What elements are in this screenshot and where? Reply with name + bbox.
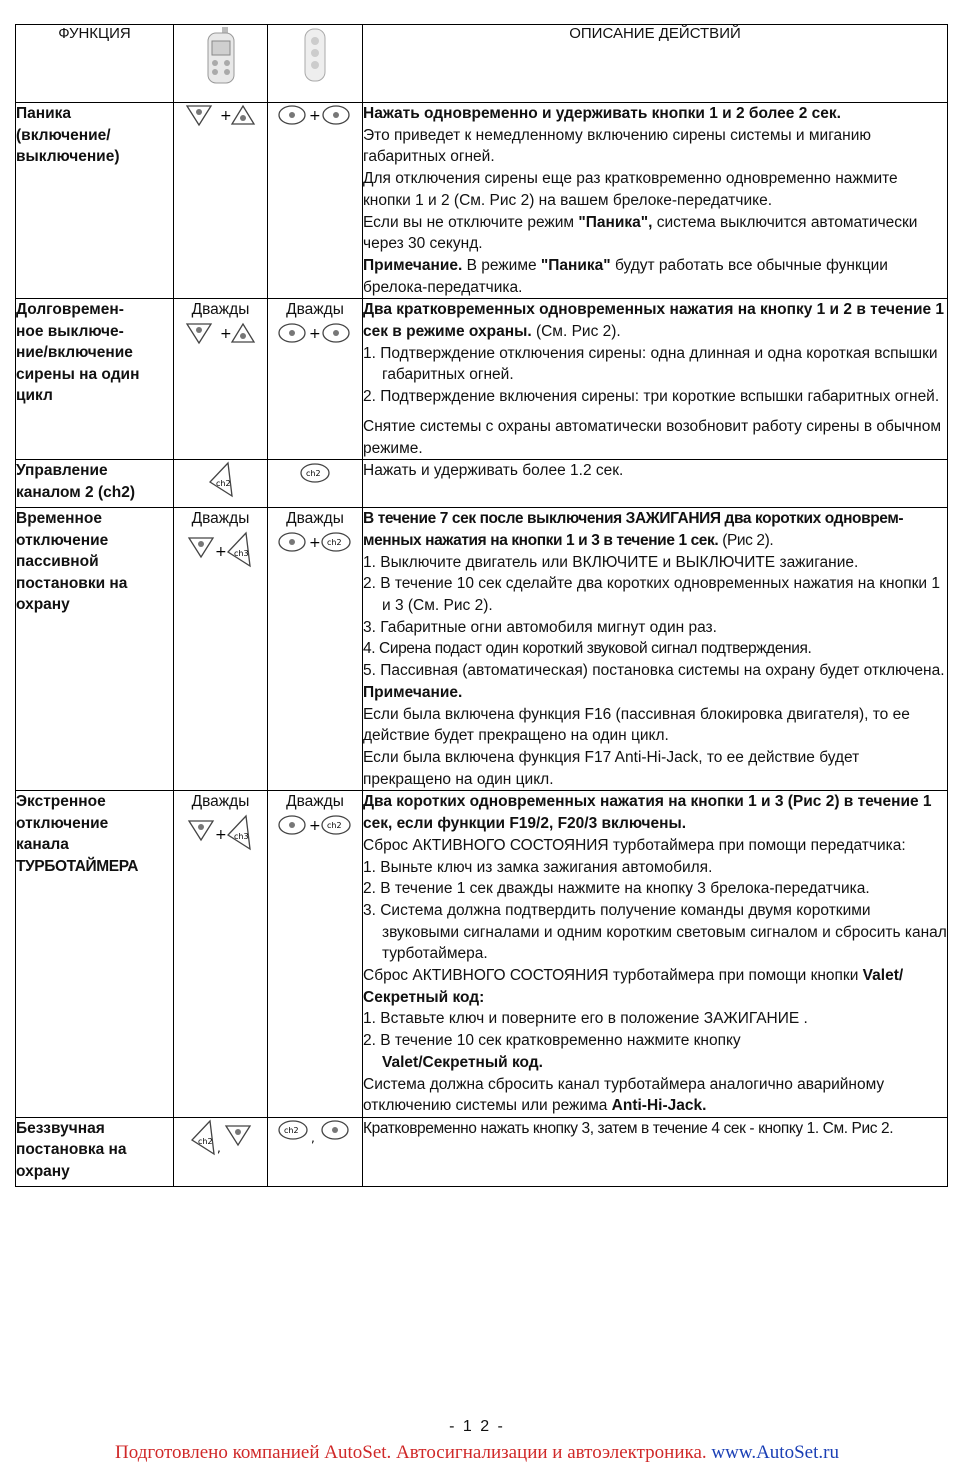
svg-text:ch2: ch2 (197, 1136, 213, 1146)
ch2-then-button-1-icon (277, 1118, 353, 1148)
svg-text:ch2: ch2 (306, 469, 321, 479)
svg-text:ch3: ch3 (233, 832, 249, 842)
table-row (16, 103, 948, 299)
svg-text:ch2: ch2 (215, 479, 231, 489)
table-row (16, 1117, 948, 1187)
svg-text:ch2: ch2 (327, 538, 342, 548)
button-combo-remote-1 (174, 103, 268, 299)
remote-2-header (268, 25, 363, 103)
svg-text:+: + (309, 326, 321, 343)
functions-table (15, 24, 948, 1187)
description: Нажать одновременно и удерживать кнопки 1 и 2 более 2 сек. Это приведет к немедленному включению сирены системы и миганию габаритных огней. Для отключения сирены еще раз кратковременно одновременно нажмите кнопки 1 и 2 (См. Рис 2) на вашем брелоке-передатчике. Если вы не отключите режим "Паника", система выключится автоматически через 30 секунд. Примечание. В режиме "Паника" будут работать все обычные функции брелока-передатчика. (363, 103, 948, 299)
footer-text: Подготовлено компанией AutoSet. Автосигнализации и автоэлектроника. (115, 1442, 712, 1463)
footer-link[interactable]: www.AutoSet.ru (711, 1442, 839, 1463)
button-combo-remote-2: Дважды + ch2 (268, 508, 363, 791)
button-combo-remote-1 (174, 460, 268, 508)
button-1-plus-ch2-icon (186, 530, 256, 570)
button-combo-remote-2: Дважды + ch2 (268, 791, 363, 1118)
svg-text:+: + (214, 544, 227, 561)
function-name: Беззвучная постановка на охрану (16, 1117, 174, 1187)
ch2-button-icon (206, 460, 236, 500)
button-combo-remote-2 (268, 460, 363, 508)
button-combo-remote-1: Дважды + (174, 299, 268, 460)
page-number: - 1 2 - (449, 1418, 505, 1435)
ch2-then-button-1-icon (186, 1118, 256, 1158)
description-column-header: ОПИСАНИЕ ДЕЙСТВИЙ (363, 25, 948, 103)
lcd-remote-icon (204, 25, 238, 85)
description: Два коротких одновременных нажатия на кнопки 1 и 3 (Рис 2) в течение 1 сек, если функции F19/2, F20/3 включены. Сброс АКТИВНОГО СОСТОЯНИЯ турботаймера при помощи передатчика: 1. Выньте ключ из замка зажигания автомобиля. 2. В течение 1 сек дважды нажмите на кнопку 3 брелока-передатчика. 3. Система должна подтвердить получение команды двумя короткими звуковыми сигналами и одним коротким световым сигналом и сбросить канал турботаймера. Сброс АКТИВНОГО СОСТОЯНИЯ турботаймера при помощи кнопки Valet/Секретный код: 1. Вставьте ключ и поверните его в положение ЗАЖИГАНИЕ . 2. В течение 10 сек кратковременно нажмите кнопку Valet/Секретный код. Система должна сбросить канал турботаймера аналогично аварийному отключению системы или режима Anti-Hi-Jack. (363, 791, 948, 1118)
button-1-plus-button-2-icon (277, 321, 353, 345)
svg-text:,: , (311, 1130, 315, 1145)
button-combo-remote-2 (268, 103, 363, 299)
svg-text:+: + (309, 818, 321, 835)
svg-text:+: + (219, 326, 232, 343)
function-name: Экстренное отключение канала ТУРБОТАЙМЕРА (16, 791, 174, 1118)
function-column-header: ФУНКЦИЯ (16, 25, 174, 103)
svg-text:,: , (216, 1140, 221, 1155)
svg-text:+: + (309, 535, 321, 552)
table-row (16, 508, 948, 791)
button-1-plus-button-2-icon (277, 103, 353, 127)
button-1-plus-button-2-icon (184, 103, 258, 127)
button-1-plus-ch2-icon (186, 813, 256, 853)
table-row (16, 460, 948, 508)
button-1-plus-ch2-icon (277, 530, 353, 554)
svg-text:ch2: ch2 (284, 1125, 299, 1135)
function-name: Паника (включение/ выключение) (16, 103, 174, 299)
header-row (16, 25, 948, 103)
function-name: Временное отключение пассивной постановки на охрану (16, 508, 174, 791)
svg-text:+: + (219, 108, 232, 124)
remote-1-header (174, 25, 268, 103)
description: Два кратковременных одновременных нажатия на кнопку 1 и 2 в течение 1 сек в режиме охраны. (См. Рис 2). 1. Подтверждение отключения сирены: одна длинная и одна короткая вспышки габаритных огней. 2. Подтверждение включения сирены: три короткие вспышки габаритных огней. Снятие системы с охраны автоматически возобновит работу сирены в обычном режиме. (363, 299, 948, 460)
button-1-plus-ch2-icon (277, 813, 353, 837)
description: Нажать и удерживать более 1.2 сек. (363, 460, 948, 508)
table-row (16, 791, 948, 1118)
button-combo-remote-1: Дважды + ch3 (174, 508, 268, 791)
footer (0, 1442, 954, 1464)
button-combo-remote-2 (268, 1117, 363, 1187)
svg-text:+: + (214, 827, 227, 844)
function-name: Долговремен- ное выключе- ние/включение сирены на один цикл (16, 299, 174, 460)
function-name: Управление каналом 2 (ch2) (16, 460, 174, 508)
table-row (16, 299, 948, 460)
svg-text:ch3: ch3 (233, 549, 249, 559)
ch2-button-icon (298, 460, 332, 486)
slim-remote-icon (301, 25, 329, 85)
svg-text:ch2: ch2 (327, 821, 342, 831)
svg-text:+: + (309, 108, 321, 124)
button-combo-remote-2: Дважды + (268, 299, 363, 460)
description: Кратковременно нажать кнопку 3, затем в течение 4 сек - кнопку 1. См. Рис 2. (363, 1117, 948, 1187)
description: В течение 7 сек после выключения ЗАЖИГАНИЯ два коротких одновремменных нажатия на кнопки 1 и 3 в течение 1 сек. (Рис 2). 1. Выключите двигатель или ВКЛЮЧИТЕ и ВЫКЛЮЧИТЕ зажигание. 2. В течение 10 сек сделайте два коротких одновременных нажатия на кнопки 1 и 3 (См. Рис 2). 3. Габаритные огни автомобиля мигнут один раз. 4. Сирена подаст один короткий звуковой сигнал подтверждения. 5. Пассивная (автоматическая) постановка системы на охрану будет отключена. Примечание. Если была включена функция F16 (пассивная блокировка двигателя), то ее действие будет прекращено на один цикл. Если была включена функция F17 Anti-Hi-Jack, то ее действие будет прекращено на один цикл. (363, 508, 948, 791)
button-1-plus-button-2-icon (184, 321, 258, 345)
button-combo-remote-1 (174, 1117, 268, 1187)
button-combo-remote-1: Дважды + ch3 (174, 791, 268, 1118)
